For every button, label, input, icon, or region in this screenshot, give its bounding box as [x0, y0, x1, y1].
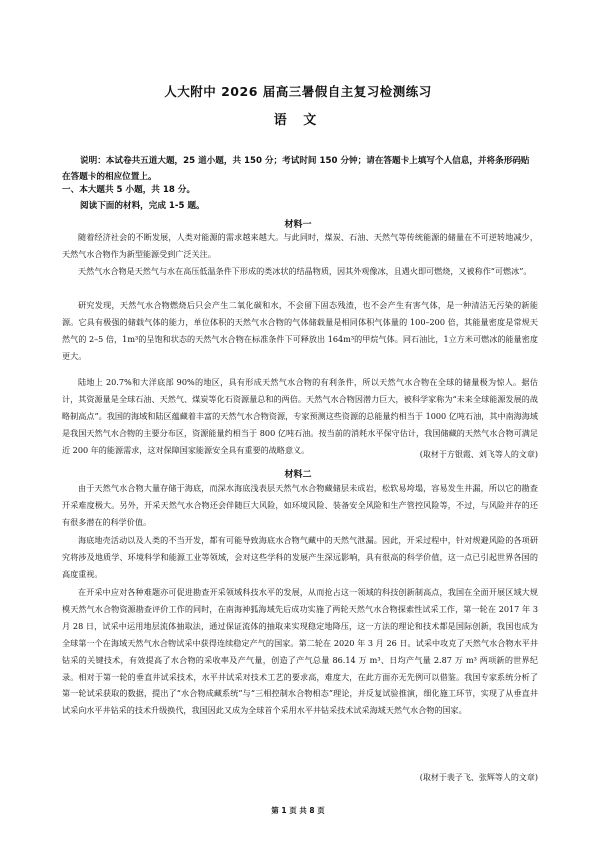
exam-instructions: 说明：本试卷共五道大题，25 道小题，共 150 分；考试时间 150 分钟；请在答题卡上填写个人信息，并将条形码贴在答题卡的相应位置上。 [62, 156, 530, 182]
subject-title: 语 文 [273, 113, 323, 128]
section-heading: 一、本大题共 5 小题，共 18 分。 [62, 185, 196, 195]
material-1-title: 材料一 [284, 220, 312, 230]
material-2-paragraph: 由于天然气水合物大量存储于海底，而深水海底浅表层天然气水合物藏储层未成岩，松软易垮塌，容易发生井漏，所以它的勘查开采难度极大。另外，开采天然气水合物还会伴随巨大风险，如环境风险、装备安全风险和生产管控风险等，不过，与风险并存的还有很多潜在的科学价值。 [62, 483, 538, 527]
material-2-title: 材料二 [284, 470, 312, 480]
material-2-paragraph: 在开采中应对各种难题亦可促进勘查开采领域科技水平的发展，从而抢占这一领域的科技创新制高点，我国在全面开展区域大规模天然气水合物资源勘查评价工作的同时，在南海神狐海域先后成功实施了两轮天然气水合物探索性试采工作，第一轮在 2017 年 3 月 28 日，试采中运用地层流体抽取法，通过保证流体的抽取来实现稳定地降压，这一方法的理论和技术都是国际创新，我国也成为全球第一个在海域天然气水合物试采中获得连续稳定产气的国家。第二轮在 2020 年 3 月 26 日。试采中攻克了天然气水合物水平井钻采的关键技术，有效提高了水合物的采收率及产气量，创造了产气总量 86.14 万 m³、日均产气量 2.87 万 m³ 两项新的世界纪录。相对于第一轮的垂直井试采技术，水平井试采对技术工艺的要求高，难度大，在此方面亦无先例可以借鉴。我国专家系统分析了第一轮试采获取的数据，提出了“水合物成藏系统”与“三相控制水合物相态”理论，并反复试验推演，细化施工环节，实现了从垂直井试采向水平井钻采的技术升级换代，我国因此又成为全球首个采用水平井钻采技术试采海域天然气水合物的国家。 [62, 587, 538, 716]
material-1-source: (取材于方银霞、刘飞等人的文章) [419, 450, 538, 459]
material-2-paragraph: 海底地壳活动以及人类的不当开发，都有可能导致海底水合物气藏中的天然气泄漏。因此，开采过程中，针对规避风险的各项研究将涉及地质学、环境科学和能源工业等领域，会对这些学科的发展产生深远影响，具有很高的科学价值，这一点已引起世界各国的高度重视。 [62, 535, 538, 579]
section-prompt: 阅读下面的材料，完成 1-5 题。 [80, 201, 205, 211]
material-1-paragraph: 随着经济社会的不断发展，人类对能源的需求越来越大。与此同时，煤炭、石油、天然气等传统能源的储量在不可逆转地减少，天然气水合物作为新型能源受到广泛关注。 [62, 232, 538, 259]
material-2-source: (取材于裴子飞、张辉等人的文章) [419, 773, 538, 782]
exam-title: 人大附中 2026 届高三暑假自主复习检测练习 [164, 84, 432, 99]
material-1-paragraph: 天然气水合物是天然气与水在高压低温条件下形成的类冰状的结晶物质，因其外观像冰，且遇火即可燃烧，又被称作“可燃冰”。 [78, 266, 532, 276]
material-1-paragraph: 陆地上 20.7%和大洋底部 90%的地区，具有形成天然气水合物的有利条件，所以天然气水合物在全球的储量极为惊人。据估计，其资源量是全球石油、天然气、煤炭等化石资源量总和的两倍。天然气水合物因潜力巨大，被科学家称为“未来全球能源发展的战略制高点”。我国的海域和陆区蕴藏着丰富的天然气水合物资源，专家预测这些资源的总能量约相当于 1000 亿吨石油，其中南海海域是我国天然气水合物的主要分布区，资源能量约相当于 800 亿吨石油。按当前的消耗水平保守估计，我国储藏的天然气水合物可满足近 200 年的能源需求，这对保障国家能源安全具有重要的战略意义。 [62, 377, 538, 455]
material-1-paragraph: 研究发现，天然气水合物燃烧后只会产生二氧化碳和水，不会留下固态残渣，也不会产生有害气体，是一种清洁无污染的新能源。它具有极强的储载气体的能力，单位体积的天然气水合物的气体储载量是相同体积气体量的 100–200 倍，其能量密度是常规天然气的 2–5 倍，1m³的呈饱和状态的天然气水合物在标准条件下可释放出 164m³的甲烷气体。同石油比，1立方米可燃冰的能量密度更大。 [62, 300, 538, 361]
page-number: 第 1 页 共 8 页 [271, 806, 325, 815]
